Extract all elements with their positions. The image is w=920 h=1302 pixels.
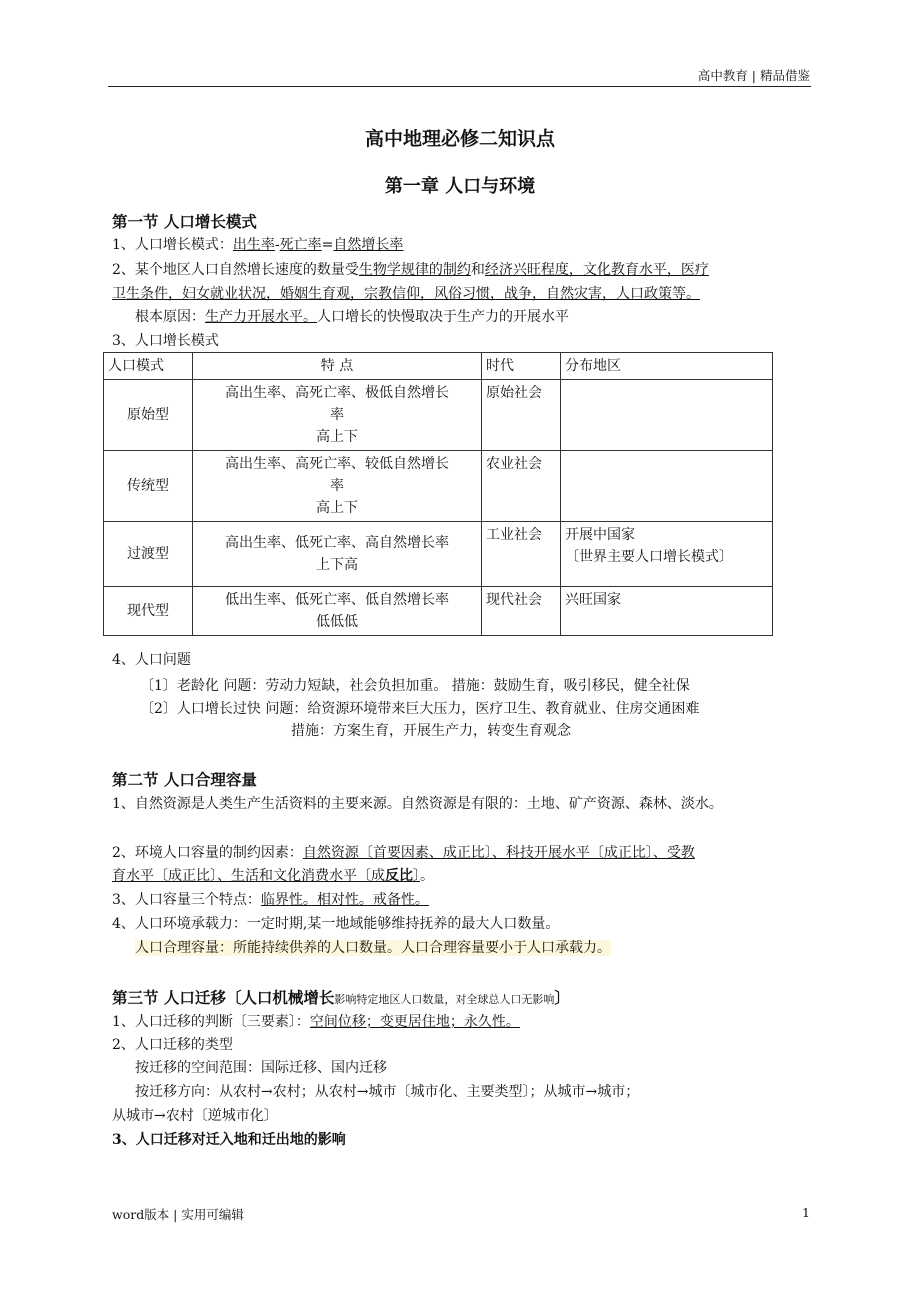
th-region: 分布地区 [561, 353, 773, 380]
s3-line-2c: 从城市→农村〔逆城市化〕 [112, 1108, 278, 1124]
s1-line-1 [112, 235, 403, 255]
s3-line-2b: 按迁移方向：从农村→农村；从农村→城市〔城市化、主要类型〕；从城市→城市； [135, 1084, 640, 1100]
s2-l5-text: 人口合理容量：所能持续供养的人口数量。人口合理容量要小于人口承载力。 [135, 940, 611, 956]
cell-feature [193, 451, 482, 522]
s1-root-underlined: 生产力开展水平。 [205, 309, 317, 325]
s1-l1-eq: = [321, 237, 334, 253]
feature-line: 高出生率、高死亡率、极低自然增长 [225, 385, 449, 401]
cell-feature [193, 587, 482, 636]
feature-line: 高上下 [316, 500, 358, 516]
cell-feature [193, 380, 482, 451]
cell-region [561, 451, 773, 522]
s3-heading-close: 〕 [554, 988, 570, 1007]
s3-line-3: 3、人口迁移对迁入地和迁出地的影响 [112, 1132, 346, 1148]
s2-line-1: 1、自然资源是人类生产生活资料的主要来源。自然资源是有限的：土地、矿产资源、森林、淡水。 [112, 796, 723, 812]
growth-model-table [103, 352, 773, 636]
section-1-heading: 第一节 人口增长模式 [112, 212, 257, 231]
table-header-row [104, 353, 773, 380]
s1-problem-growth: 〔2〕人口增长过快 问题：给资源环境带来巨大压力，医疗卫生、教育就业、住房交通困难 [140, 701, 700, 717]
feature-line: 上下高 [316, 557, 358, 573]
s1-l1-prefix: 1、人口增长模式： [112, 237, 233, 253]
s1-root-prefix: 根本原因： [135, 309, 205, 325]
th-era: 时代 [482, 353, 561, 380]
s1-root-post: 人口增长的快慢取决于生产力的开展水平 [317, 309, 569, 325]
cell-mode: 传统型 [104, 451, 193, 522]
s2-l2-prefix: 2、环境人口容量的制约因素： [112, 845, 303, 861]
s2-l3-traits: 临界性。相对性。戒备性。 [260, 892, 429, 908]
header-rule [108, 86, 811, 87]
region-line: 兴旺国家 [565, 592, 621, 608]
s1-l1-dash: - [274, 237, 280, 253]
s2-l2-cont-c: 〕 [413, 868, 420, 884]
th-mode: 人口模式 [104, 353, 193, 380]
s1-line-2 [112, 260, 709, 280]
feature-line: 高出生率、低死亡率、高自然增长率 [225, 535, 449, 551]
s2-line-3 [112, 890, 429, 910]
s3-line-2: 2、人口迁移的类型 [112, 1037, 233, 1053]
s3-line-2a: 按迁移的空间范围：国际迁移、国内迁移 [135, 1060, 387, 1076]
feature-line: 率 [330, 407, 344, 423]
s1-l2-bio: 生物学规律的制约 [358, 262, 471, 278]
cell-region [561, 587, 773, 636]
s1-l2-prefix: 2、某个地区人口自然增长速度的数量受 [112, 262, 359, 278]
page-footer: word版本 | 实用可编辑 [112, 1207, 244, 1222]
s1-l2-econ: 经济兴旺程度，文化教育水平，医疗 [484, 262, 709, 278]
s3-l1-prefix: 1、人口迁移的判断〔三要素〕： [112, 1014, 310, 1030]
s1-l1-birth: 出生率 [232, 237, 275, 253]
cell-era: 农业社会 [482, 451, 561, 522]
page-header: 高中教育 | 精品借鉴 [697, 68, 810, 83]
s2-line-4 [112, 914, 559, 934]
s1-problem-measures: 措施：方案生育，开展生产力，转变生育观念 [291, 723, 571, 739]
s1-l2-and: 和 [470, 262, 485, 278]
table-row [104, 587, 773, 636]
table-row [104, 451, 773, 522]
s2-l2-factors: 自然资源〔首要因素、成正比〕、科技开展水平〔成正比〕、受教 [302, 845, 695, 861]
s2-l4-text: 4、人口环境承载力：一定时期,某一地域能够维持抚养的最大人口数量。 [112, 916, 560, 932]
s2-line-5 [135, 938, 611, 958]
s1-root-cause [135, 307, 569, 327]
feature-line: 低低低 [316, 614, 358, 630]
cell-feature [193, 522, 482, 587]
s3-line-1 [112, 1012, 520, 1032]
s2-l3-prefix: 3、人口容量三个特点： [112, 892, 261, 908]
feature-line: 高上下 [316, 429, 358, 445]
feature-line: 率 [330, 478, 344, 494]
s1-line-4: 4、人口问题 [112, 652, 191, 668]
cell-mode: 原始型 [104, 380, 193, 451]
page-number: 1 [802, 1205, 810, 1220]
s3-l1-elements: 空间位移；变更居住地；永久性。 [309, 1014, 520, 1030]
section-2-heading: 第二节 人口合理容量 [112, 770, 257, 789]
s3-heading-note: 影响特定地区人口数量，对全球总人口无影响 [334, 993, 555, 1006]
cell-region [561, 380, 773, 451]
s1-l1-death: 死亡率 [279, 237, 322, 253]
s2-l2-cont-a: 育水平〔成正比〕、生活和文化消费水平〔成 [112, 868, 385, 884]
chapter-title: 第一章 人口与环境 [384, 176, 536, 197]
s1-problem-aging: 〔1〕老龄化 问题：劳动力短缺，社会负担加重。 措施：鼓励生育，吸引移民，健全社保 [140, 678, 690, 694]
table-row [104, 522, 773, 587]
table-row [104, 380, 773, 451]
s2-l2-inverse: 反比 [385, 868, 413, 884]
region-line: 开展中国家 [565, 527, 635, 543]
s2-l2-end: 。 [420, 868, 434, 884]
feature-line: 低出生率、低死亡率、低自然增长率 [225, 592, 449, 608]
cell-mode: 现代型 [104, 587, 193, 636]
cell-region [561, 522, 773, 587]
cell-era: 现代社会 [482, 587, 561, 636]
s3-heading-main: 第三节 人口迁移〔人口机械增长 [112, 988, 335, 1007]
s2-line-2 [112, 843, 695, 863]
s1-line-2-cont: 卫生条件，妇女就业状况，婚姻生育观，宗教信仰，风俗习惯，战争，自然灾害，人口政策等。 [112, 286, 700, 302]
s2-line-2-cont [112, 866, 434, 886]
s1-line-3: 3、人口增长模式 [112, 333, 219, 349]
s1-l1-natural: 自然增长率 [333, 237, 404, 253]
cell-era: 原始社会 [482, 380, 561, 451]
document-title: 高中地理必修二知识点 [364, 128, 555, 150]
cell-era: 工业社会 [482, 522, 561, 587]
section-3-heading [112, 986, 570, 1008]
cell-mode: 过渡型 [104, 522, 193, 587]
region-line: 〔世界主要人口增长模式〕 [565, 549, 733, 565]
th-feature: 特 点 [193, 353, 482, 380]
feature-line: 高出生率、高死亡率、较低自然增长 [225, 456, 449, 472]
